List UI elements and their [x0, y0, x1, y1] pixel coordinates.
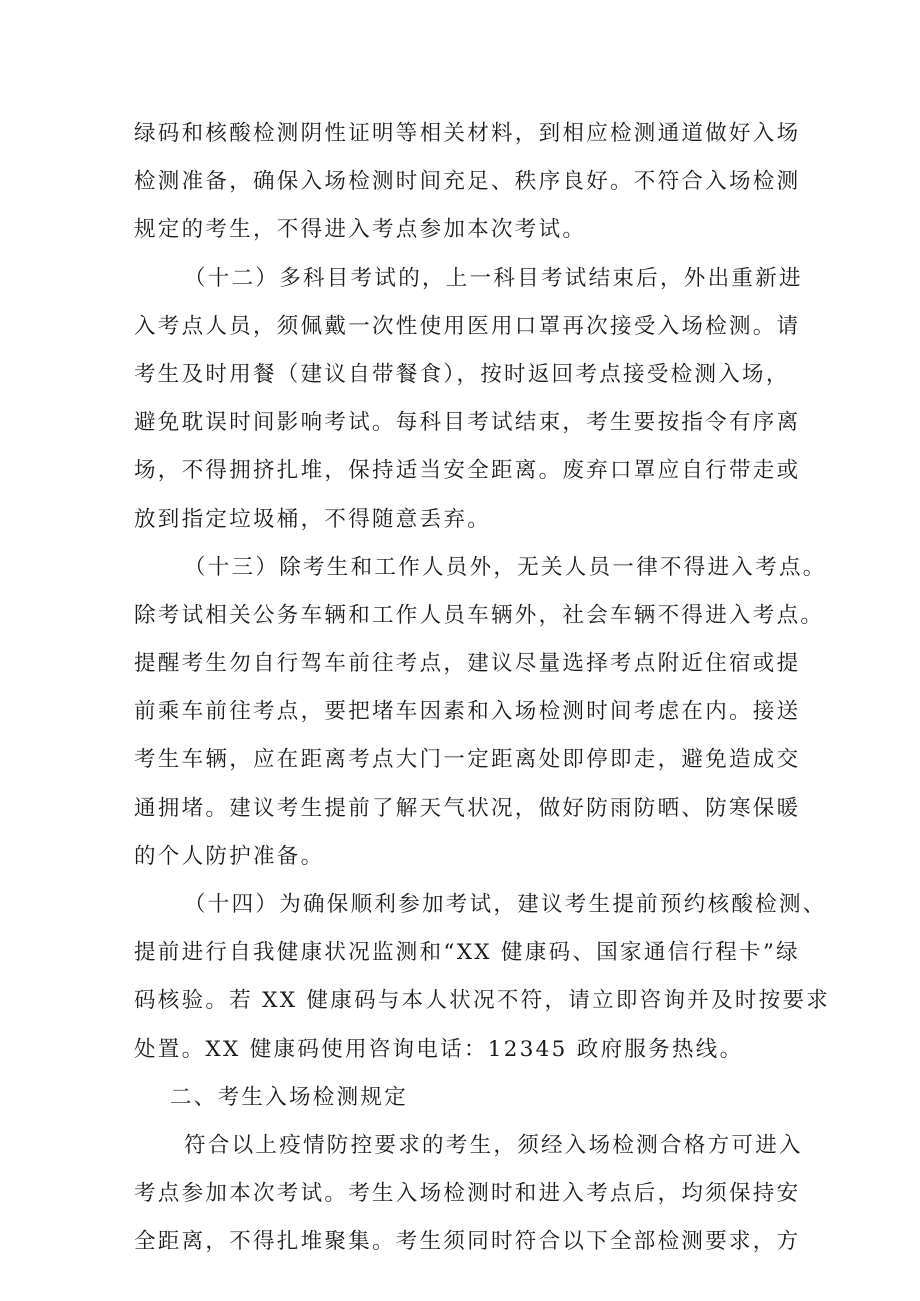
paragraph-14-start: （十四）为确保顺利参加考试，建议考生提前预约核酸检测、 [184, 892, 827, 917]
text-line: 绿码和核酸检测阴性证明等相关材料，到相应检测通道做好入场 [134, 121, 801, 146]
text-line: 放到指定垃圾桶，不得随意丢弃。 [134, 506, 492, 532]
text-line: 提醒考生勿自行驾车前往考点，建议尽量选择考点附近住宿或提 [134, 651, 801, 677]
text-line: 考点参加本次考试。考生入场检测时和进入考点后，均须保持安 [134, 1181, 801, 1207]
text-line: 场，不得拥挤扎堆，保持适当安全距离。废弃口罩应自行带走或 [134, 458, 801, 484]
text-line: 提前进行自我健康状况监测和“XX 健康码、国家通信行程卡”绿 [134, 940, 800, 966]
text-line: 规定的考生，不得进入考点参加本次考试。 [134, 217, 587, 243]
text-line: 入考点人员，须佩戴一次性使用医用口罩再次接受入场检测。请 [134, 313, 801, 339]
text-line: 除考试相关公务车辆和工作人员车辆外，社会车辆不得进入考点。 [134, 602, 825, 628]
text-line: 处置。XX 健康码使用咨询电话：12345 政府服务热线。 [134, 1036, 744, 1062]
text-line: 考生车辆，应在距离考点大门一定距离处即停即走，避免造成交 [134, 747, 801, 773]
paragraph-12-start: （十二）多科目考试的，上一科目考试结束后，外出重新进 [184, 265, 803, 291]
text-line: 检测准备，确保入场检测时间充足、秩序良好。不符合入场检测 [134, 169, 801, 195]
text-line: 全距离，不得扎堆聚集。考生须同时符合以下全部检测要求，方 [134, 1229, 801, 1255]
text-line: 通拥堵。建议考生提前了解天气状况，做好防雨防晒、防寒保暖 [134, 795, 801, 821]
paragraph-13-start: （十三）除考生和工作人员外，无关人员一律不得进入考点。 [184, 554, 827, 580]
document-body [134, 110, 831, 1267]
text-line: 前乘车前往考点，要把堵车因素和入场检测时间考虑在内。接送 [134, 699, 801, 725]
section-heading: 二、考生入场检测规定 [170, 1084, 409, 1110]
text-line: 码核验。若 XX 健康码与本人状况不符，请立即咨询并及时按要求 [134, 988, 831, 1014]
text-line: 的个人防护准备。 [134, 843, 325, 869]
text-line: 避免耽误时间影响考试。每科目考试结束，考生要按指令有序离 [134, 410, 801, 436]
text-line: 考生及时用餐（建议自带餐食），按时返回考点接受检测入场， [134, 361, 790, 387]
section-paragraph-start: 符合以上疫情防控要求的考生，须经入场检测合格方可进入 [184, 1132, 803, 1158]
